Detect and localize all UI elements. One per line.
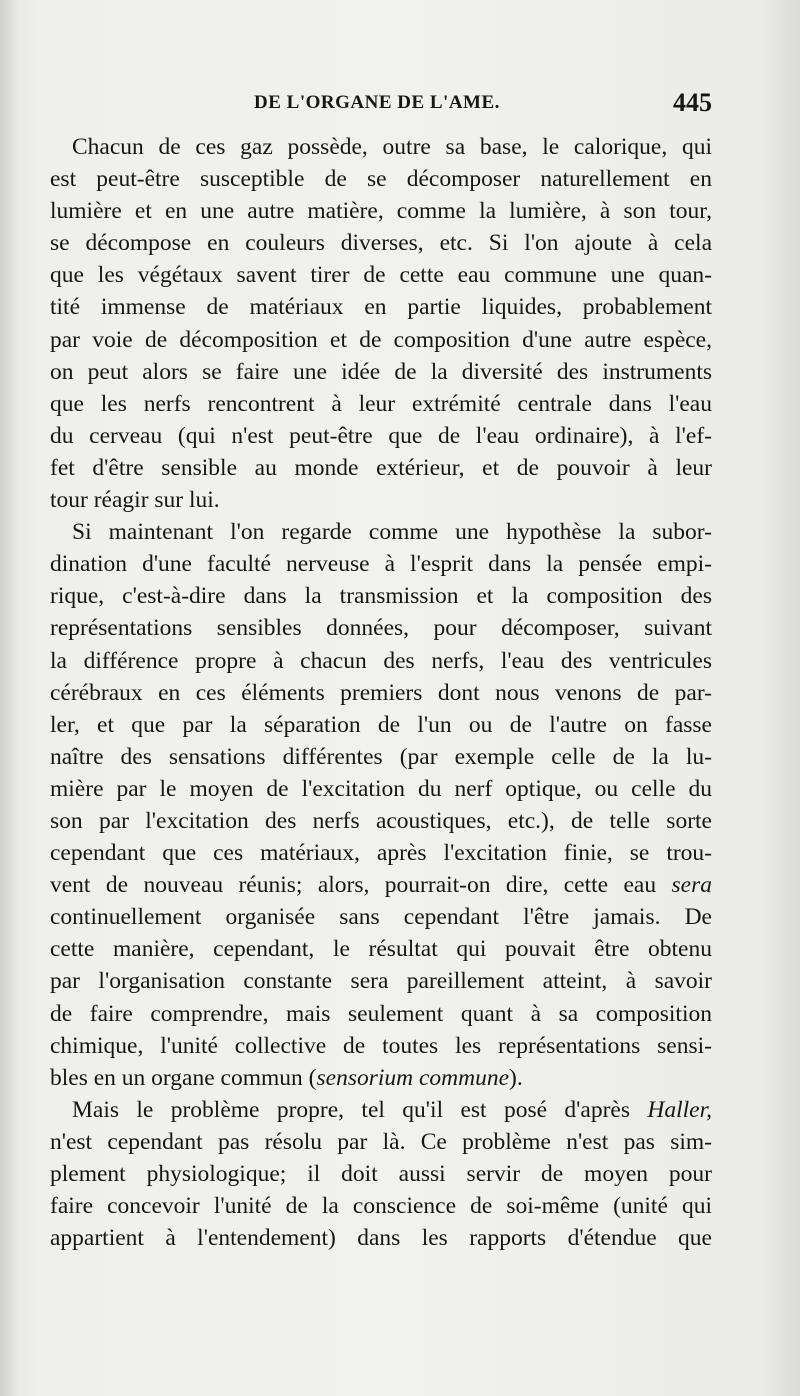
- text-segment: ).: [509, 1064, 523, 1091]
- text-line: par l'organisation constante sera pareillement atteint, à savoir: [50, 968, 712, 995]
- text-line: rique, c'est-à-dire dans la transmission et la composition des: [50, 583, 712, 610]
- text-line: que les végétaux savent tirer de cette eau commune une quan-: [50, 262, 712, 289]
- text-line: cependant que ces matériaux, après l'excitation finie, se trou-: [50, 840, 712, 867]
- text-line: cérébraux en ces éléments premiers dont nous venons de par-: [50, 679, 712, 706]
- text-line: son par l'excitation des nerfs acoustiques, etc.), de telle sorte: [50, 807, 712, 834]
- text-line: Chacun de ces gaz possède, outre sa base, le calorique, qui: [72, 134, 712, 160]
- text-line: chimique, l'unité collective de toutes les représentations sensi-: [50, 1032, 712, 1059]
- text-line: se décompose en couleurs diverses, etc. Si l'on ajoute à cela: [50, 230, 712, 257]
- text-line: appartient à l'entendement) dans les rapports d'étendue que: [50, 1225, 712, 1252]
- text-line: n'est cependant pas résolu par là. Ce problème n'est pas sim-: [50, 1128, 712, 1155]
- text-segment: Mais le problème propre, tel qu'il est posé d'après: [72, 1096, 630, 1123]
- text-line: mière par le moyen de l'excitation du nerf optique, ou celle du: [50, 775, 712, 802]
- text-segment: bles en un organe commun (: [50, 1064, 317, 1091]
- text-line: cette manière, cependant, le résultat qui pouvait être obtenu: [50, 936, 712, 963]
- running-head: [50, 88, 712, 124]
- text-line: tour réagir sur lui.: [50, 487, 220, 514]
- text-line-with-italic: [50, 1094, 712, 1126]
- text-line: naître des sensations différentes (par exemple celle de la lu-: [50, 743, 712, 770]
- text-line: dination d'une faculté nerveuse à l'esprit dans la pensée empi-: [50, 551, 712, 578]
- italic-name: Haller,: [647, 1096, 712, 1123]
- text-line: du cerveau (qui n'est peut-être que de l'eau ordinaire), à l'ef-: [50, 422, 712, 449]
- text-line: lumière et en une autre matière, comme la lumière, à son tour,: [50, 198, 712, 225]
- text-line: représentations sensibles données, pour décomposer, suivant: [50, 615, 712, 642]
- text-line-with-italic: [50, 1062, 712, 1094]
- text-line: faire concevoir l'unité de la conscience de soi-même (unité qui: [50, 1193, 712, 1220]
- text-segment: vent de nouveau réunis; alors, pourrait-on dire, cette eau: [50, 872, 657, 899]
- text-line: Si maintenant l'on regarde comme une hypothèse la subor-: [72, 519, 712, 546]
- text-line: de faire comprendre, mais seulement quant à sa composition: [50, 1000, 712, 1027]
- text-line: fet d'être sensible au monde extérieur, et de pouvoir à leur: [50, 454, 712, 481]
- italic-term: sensorium commune: [316, 1064, 510, 1091]
- text-line: que les nerfs rencontrent à leur extrémité centrale dans l'eau: [50, 390, 712, 417]
- text-line: la différence propre à chacun des nerfs, l'eau des ventricules: [50, 647, 712, 674]
- italic-word: sera: [671, 872, 712, 899]
- body-text: [50, 131, 712, 1254]
- text-line: on peut alors se faire une idée de la diversité des instruments: [50, 358, 712, 385]
- text-line: est peut-être susceptible de se décomposer naturellement en: [50, 166, 712, 193]
- page-number: 445: [673, 88, 712, 117]
- text-line: plement physiologique; il doit aussi servir de moyen pour: [50, 1161, 712, 1187]
- text-line: ler, et que par la séparation de l'un ou de l'autre on fasse: [50, 711, 712, 738]
- text-line-with-italic: [50, 869, 712, 901]
- text-line: continuellement organisée sans cependant l'être jamais. De: [50, 904, 712, 931]
- running-title: DE L'ORGANE DE L'AME.: [254, 92, 500, 113]
- text-line: tité immense de matériaux en partie liquides, probablement: [50, 294, 712, 321]
- page-gutter-shadow: [0, 0, 18, 1396]
- text-line: par voie de décomposition et de composition d'une autre espèce,: [50, 326, 712, 353]
